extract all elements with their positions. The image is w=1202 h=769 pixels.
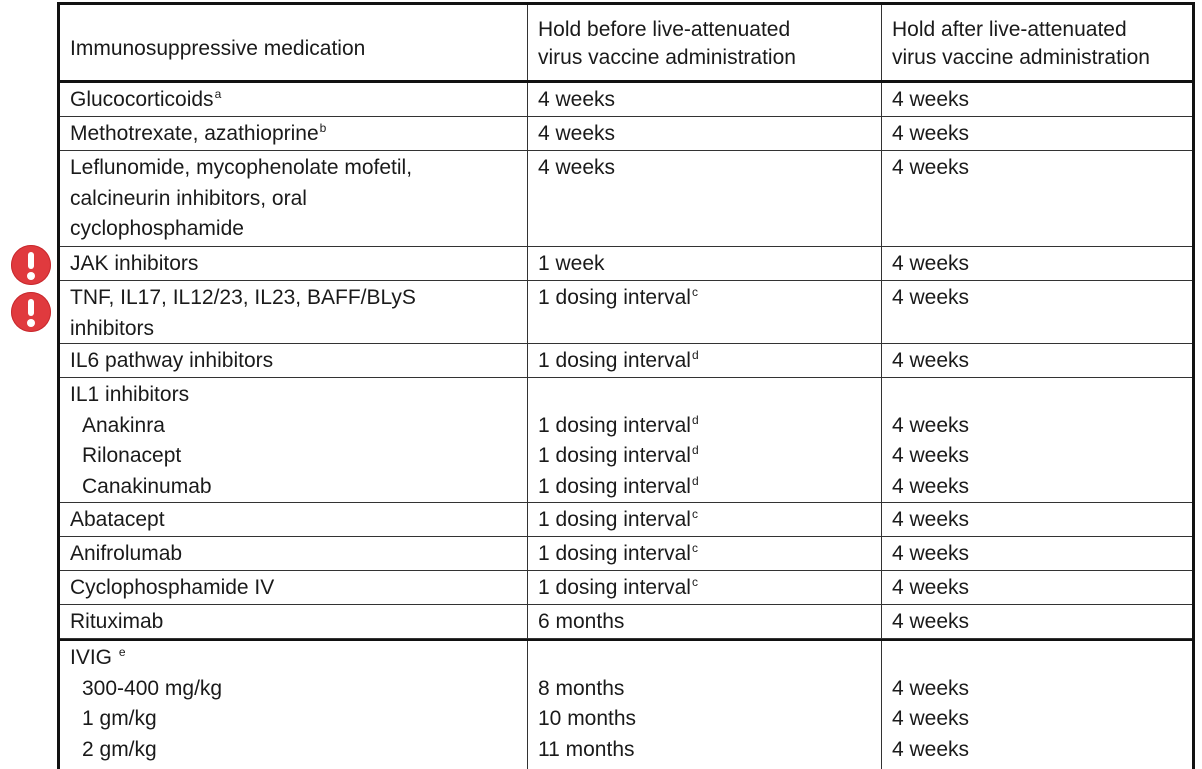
medication-cell: Abatacept	[60, 503, 528, 536]
header-hold-after	[882, 5, 1192, 80]
footnote-marker: c	[691, 507, 698, 521]
hold-before-cell: 1 dosing interval$^c$	[528, 537, 882, 570]
medication-cell: Rituximab	[60, 605, 528, 638]
table-row	[60, 605, 1192, 639]
medication-cell: JAK inhibitors	[60, 247, 528, 280]
hold-after-cell: 4 weeks 4 weeks 4 weeks	[892, 413, 970, 498]
hold-after-cell: 4 weeks	[892, 508, 970, 531]
medication-cell: IVIG $^e$ 300-400 mg/kg 1 gm/kg 2 gm/kg	[60, 641, 528, 769]
header-medication-label: Immunosuppressive medication	[70, 36, 366, 60]
header-hold-before-line2: virus vaccine administration	[538, 46, 796, 69]
hold-before-cell: 1 dosing interval$^c$	[528, 571, 882, 604]
hold-before-cell: 1 dosing interval$^c$	[528, 281, 882, 343]
hold-after-cell: 4 weeks	[892, 286, 970, 309]
medication-cell: Anifrolumab	[60, 537, 528, 570]
table-row	[60, 571, 1192, 605]
footnote-marker: d	[691, 443, 699, 457]
vaccine-hold-table	[57, 2, 1195, 769]
header-hold-after-line1: Hold after live-attenuated	[892, 18, 1127, 41]
table-row	[60, 247, 1192, 281]
hold-after-cell: 4 weeks	[892, 610, 970, 633]
footnote-marker: c	[691, 285, 698, 299]
table-row	[60, 83, 1192, 117]
footnote-marker: d	[691, 412, 699, 427]
table-row	[60, 378, 1192, 503]
hold-after-cell: 4 weeks	[892, 576, 970, 599]
footnote-marker: d	[691, 473, 699, 488]
hold-before-cell: 8 months 10 months 11 months	[528, 641, 882, 769]
medication-cell: Cyclophosphamide IV	[60, 571, 528, 604]
header-hold-before-line1: Hold before live-attenuated	[538, 18, 791, 41]
header-hold-after-line2: virus vaccine administration	[892, 46, 1150, 69]
table-row	[60, 151, 1192, 247]
footnote-marker: c	[691, 575, 698, 589]
footnote-marker: b	[319, 121, 327, 135]
hold-before-cell: 1 dosing interval$^c$	[528, 503, 882, 536]
table-row	[60, 537, 1192, 571]
header-hold-before	[528, 5, 882, 80]
footnote-marker: d	[691, 348, 699, 362]
exclamation-circle-icon	[11, 292, 51, 332]
hold-after-cell: 4 weeks	[892, 122, 970, 145]
table-row	[60, 117, 1192, 151]
hold-after-cell: 4 weeks	[892, 542, 970, 565]
table-row	[60, 281, 1192, 344]
hold-before-cell: 4 weeks	[528, 117, 882, 150]
medication-cell: Leflunomide, mycophenolate mofetil, calcineurin inhibitors, oral cyclophosphamide	[60, 151, 528, 246]
hold-before-cell: 1 week	[528, 247, 882, 280]
footnote-marker: a	[214, 87, 222, 101]
exclamation-circle-icon	[11, 245, 51, 285]
footnote-marker: c	[691, 541, 698, 555]
medication-cell: IL6 pathway inhibitors	[60, 344, 528, 377]
hold-before-cell: 1 dosing interval$^d$ 1 dosing interval$^d$ 1 dosing interval$^d$	[528, 378, 882, 502]
hold-before-cell: 4 weeks	[528, 83, 882, 116]
hold-after-cell: 4 weeks	[892, 252, 970, 275]
hold-after-cell: 4 weeks	[892, 88, 970, 111]
table-header-row	[60, 5, 1192, 83]
hold-before-cell: 4 weeks	[528, 151, 882, 246]
table-row	[60, 344, 1192, 378]
medication-cell: IL1 inhibitors Anakinra Rilonacept Canakinumab	[60, 378, 528, 502]
footnote-marker: e	[118, 645, 126, 659]
medication-cell: Methotrexate, azathioprine$^b$	[60, 117, 528, 150]
hold-before-cell: 6 months	[528, 605, 882, 638]
hold-before-cell: 1 dosing interval$^d$	[528, 344, 882, 377]
hold-after-cell: 4 weeks	[892, 156, 970, 179]
table-row	[60, 639, 1192, 769]
header-medication	[60, 5, 528, 80]
medication-cell: Glucocorticoids$^a$	[60, 83, 528, 116]
hold-after-cell: 4 weeks 4 weeks 4 weeks	[892, 676, 970, 761]
medication-cell: TNF, IL17, IL12/23, IL23, BAFF/BLyS inhibitors	[60, 281, 528, 343]
hold-after-cell: 4 weeks	[892, 349, 970, 372]
table-row	[60, 503, 1192, 537]
